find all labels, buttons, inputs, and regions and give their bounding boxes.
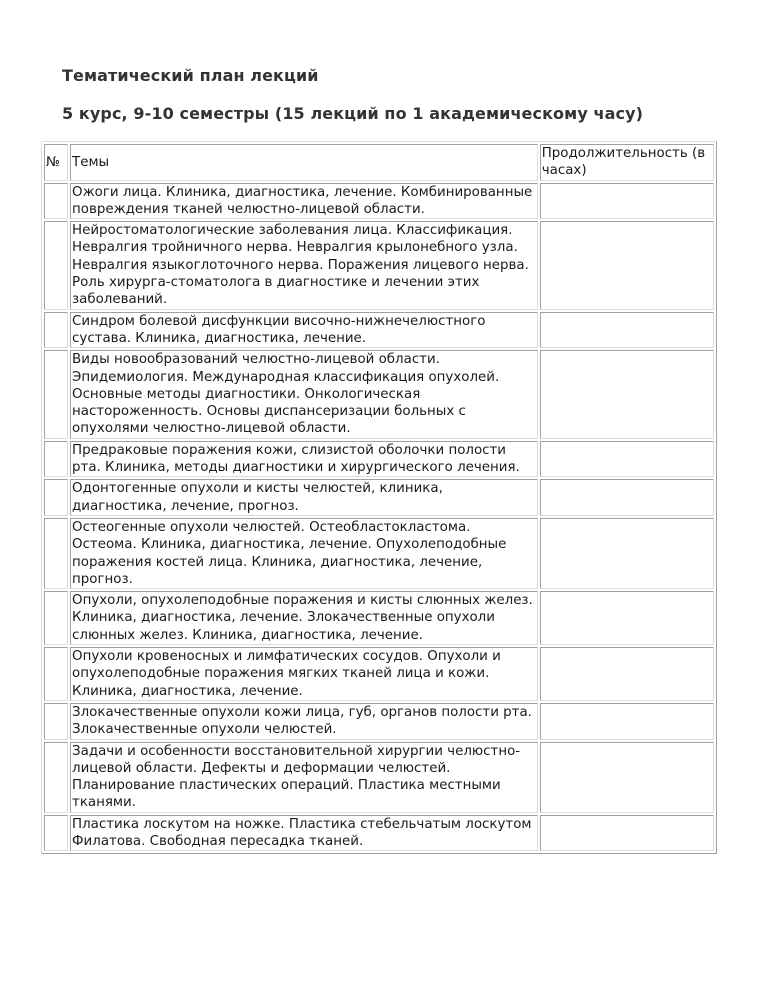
row-duration-cell [540, 441, 714, 478]
table-row [44, 183, 714, 220]
row-duration-cell [540, 350, 714, 438]
table-row [44, 815, 714, 852]
row-topic-cell: Синдром болевой дисфункции височно-нижнечелюстного сустава. Клиника, диагностика, лечение. [70, 312, 538, 349]
table-row [44, 479, 714, 516]
page-title: Тематический план лекций [62, 66, 319, 85]
header-topic: Темы [70, 144, 538, 181]
row-topic-cell: Пластика лоскутом на ножке. Пластика стебельчатым лоскутом Филатова. Свободная пересадка тканей. [70, 815, 538, 852]
row-duration-cell [540, 591, 714, 645]
header-duration: Продолжительность (в часах) [540, 144, 714, 181]
row-number-cell [44, 518, 68, 589]
row-topic-cell: Опухоли, опухолеподобные поражения и кисты слюнных желез. Клиника, диагностика, лечение. Злокачественные опухоли слюнных желез. Клиника, диагностика, лечение. [70, 591, 538, 645]
row-duration-cell [540, 742, 714, 813]
row-duration-cell [540, 703, 714, 740]
table-header-row [44, 144, 714, 181]
row-number-cell [44, 183, 68, 220]
row-number-cell [44, 591, 68, 645]
row-number-cell [44, 441, 68, 478]
row-number-cell [44, 221, 68, 309]
row-number-cell [44, 350, 68, 438]
row-number-cell [44, 703, 68, 740]
header-number: № [44, 144, 68, 181]
row-number-cell [44, 742, 68, 813]
row-duration-cell [540, 221, 714, 309]
row-topic-cell: Одонтогенные опухоли и кисты челюстей, клиника, диагностика, лечение, прогноз. [70, 479, 538, 516]
row-topic-cell: Ожоги лица. Клиника, диагностика, лечение. Комбинированные повреждения тканей челюстно-лицевой области. [70, 183, 538, 220]
row-duration-cell [540, 479, 714, 516]
row-topic-cell: Виды новообразований челюстно-лицевой области. Эпидемиология. Международная классификация опухолей. Основные методы диагностики. Онкологическая настороженность. Основы диспансеризации больных с опухолями челюстно-лицевой области. [70, 350, 538, 438]
row-topic-cell: Злокачественные опухоли кожи лица, губ, органов полости рта. Злокачественные опухоли челюстей. [70, 703, 538, 740]
row-topic-cell: Остеогенные опухоли челюстей. Остеобластокластома. Остеома. Клиника, диагностика, лечение. Опухолеподобные поражения костей лица. Клиника, диагностика, лечение, прогноз. [70, 518, 538, 589]
table-row [44, 518, 714, 589]
table-row [44, 350, 714, 438]
lecture-plan-table [41, 141, 717, 854]
row-duration-cell [540, 183, 714, 220]
table-row [44, 742, 714, 813]
row-duration-cell [540, 647, 714, 701]
table-row [44, 591, 714, 645]
row-duration-cell [540, 312, 714, 349]
row-topic-cell: Задачи и особенности восстановительной хирургии челюстно-лицевой области. Дефекты и деформации челюстей. Планирование пластических операций. Пластика местными тканями. [70, 742, 538, 813]
table-row [44, 647, 714, 701]
table-row [44, 703, 714, 740]
row-duration-cell [540, 518, 714, 589]
row-topic-cell: Предраковые поражения кожи, слизистой оболочки полости рта. Клиника, методы диагностики и хирургического лечения. [70, 441, 538, 478]
row-duration-cell [540, 815, 714, 852]
table-row [44, 441, 714, 478]
row-number-cell [44, 479, 68, 516]
row-number-cell [44, 647, 68, 701]
table-row [44, 221, 714, 309]
page-subtitle: 5 курс, 9-10 семестры (15 лекций по 1 академическому часу) [62, 104, 644, 123]
row-topic-cell: Нейростоматологические заболевания лица. Классификация. Невралгия тройничного нерва. Невралгия крылонебного узла. Невралгия языкоглоточного нерва. Поражения лицевого нерва. Роль хирурга-стоматолога в диагностике и лечении этих заболеваний. [70, 221, 538, 309]
table-row [44, 312, 714, 349]
row-number-cell [44, 312, 68, 349]
row-number-cell [44, 815, 68, 852]
row-topic-cell: Опухоли кровеносных и лимфатических сосудов. Опухоли и опухолеподобные поражения мягких тканей лица и кожи. Клиника, диагностика, лечение. [70, 647, 538, 701]
